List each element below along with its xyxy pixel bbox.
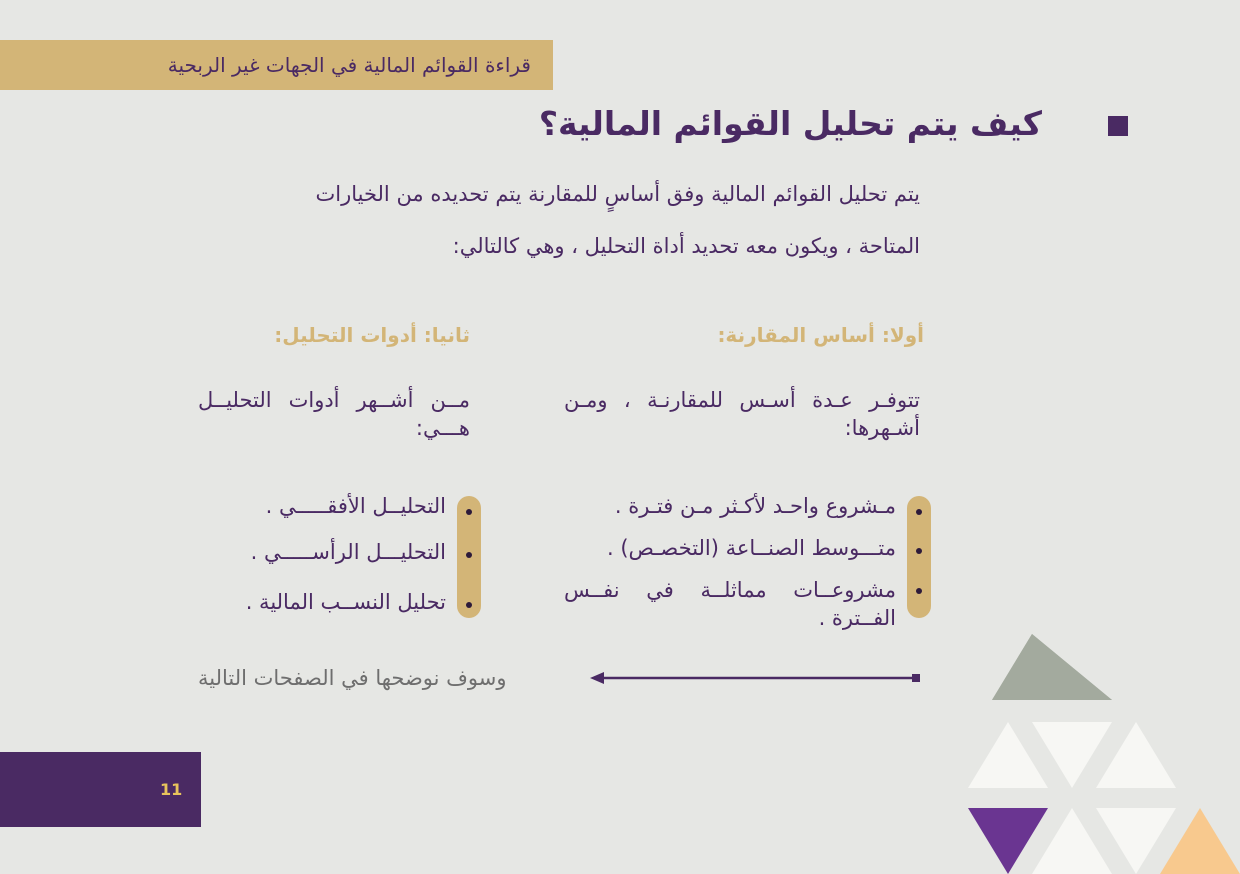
list-item: مشروعــات مماثلــة في نفــس الفــترة . [564,578,896,630]
intro-line-1: يتم تحليل القوائم المالية وفق أساسٍ للمقارنة يتم تحديده من الخيارات [315,182,920,206]
list-item: تحليل النســب المالية . [245,590,446,614]
list-item: التحليــل الأفقـــــي . [265,494,446,518]
bullet-dot [916,509,922,515]
analysis-tools-heading: ثانيا: أدوات التحليل: [274,323,470,347]
comparison-bullets-bar [907,496,931,618]
comparison-basis-text: تتوفـر عـدة أسـس للمقارنـة ، ومـن أشـهرها: [564,388,920,440]
list-item: مـشروع واحـد لأكـثر مـن فتـرة . [614,494,896,518]
arrow-left-icon [588,668,924,688]
note-text: وسوف نوضحها في الصفحات التالية [198,666,507,690]
page-title: كيف يتم تحليل القوائم المالية؟ [538,104,1042,143]
comparison-basis-heading: أولا: أساس المقارنة: [717,323,924,347]
comparison-basis-list [564,492,896,632]
bullet-dot [916,588,922,594]
bullet-dot [466,602,472,608]
analysis-bullets-bar [457,496,481,618]
intro-line-2: المتاحة ، ويكون معه تحديد أداة التحليل ، وهي كالتالي: [452,234,920,258]
analysis-tools-list [198,492,446,622]
analysis-tools-text: مــن أشــهر أدوات التحليــل هـــي: [198,388,470,440]
page-number: 11 [160,780,183,799]
bullet-dot [916,548,922,554]
bullet-dot [466,552,472,558]
intro-paragraph [200,168,920,272]
title-bullet-square [1108,116,1128,136]
bullet-dot [466,509,472,515]
list-item: التحليـــل الرأســـــي . [250,540,446,564]
decorative-triangles [960,630,1240,874]
list-item: متـــوسط الصنــاعة (التخصـص) . [607,536,896,560]
header-band [0,40,553,90]
header-title: قراءة القوائم المالية في الجهات غير الربحية [167,53,531,77]
